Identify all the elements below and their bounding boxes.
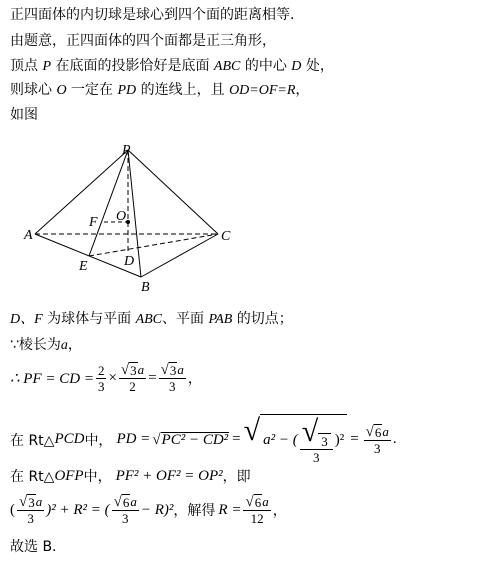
label-E: E	[79, 259, 88, 274]
numerator: √ 6 a	[113, 494, 137, 510]
numerator: √ 3	[300, 415, 333, 450]
text: 中，	[83, 469, 112, 485]
radicand	[260, 414, 347, 465]
equation-ofp	[10, 466, 251, 486]
text: R =	[218, 501, 242, 518]
radicand: 3	[130, 363, 137, 378]
denominator: 12	[250, 511, 264, 526]
var-OFP: OFP	[54, 467, 84, 484]
denominator: 3	[312, 450, 320, 465]
text: 的连线上，且	[136, 82, 230, 98]
var-a: a	[137, 362, 145, 377]
text: 、平面	[162, 311, 209, 327]
text: ，	[295, 82, 310, 98]
label-F: F	[89, 215, 98, 230]
var-a: a	[130, 494, 137, 509]
denominator: 3	[122, 511, 129, 526]
text: 一定在	[66, 82, 118, 98]
text: 在底面的投影恰好是底面	[51, 58, 214, 74]
numerator: √ 6 a	[245, 494, 269, 510]
denominator: 3	[27, 511, 34, 526]
radicand: 6	[254, 495, 262, 510]
var-PAB: PAB	[208, 312, 233, 327]
numerator: √ 3 a	[19, 494, 43, 510]
numerator: √ 3 a	[160, 362, 184, 378]
label-C: C	[221, 229, 231, 244]
text: 的中心	[240, 58, 292, 74]
text: (	[10, 501, 15, 518]
text: 在 Rt△	[10, 432, 55, 449]
var-PD: PD	[117, 83, 137, 98]
label-D: D	[124, 254, 135, 269]
fraction	[243, 494, 270, 526]
fraction	[364, 424, 391, 456]
sqrt: √ PC² − CD²	[152, 431, 229, 448]
denominator: 2	[129, 379, 136, 394]
text: )² + R² = (	[46, 501, 110, 518]
fraction	[300, 415, 333, 465]
var-a: a	[60, 338, 68, 353]
center-O-dot	[126, 220, 130, 224]
fraction	[159, 362, 186, 394]
fraction	[119, 362, 146, 394]
line-PE	[89, 150, 128, 256]
equals-sign: =	[350, 431, 359, 447]
label-A: A	[24, 228, 33, 243]
fraction	[112, 494, 139, 526]
text: ，	[272, 503, 287, 519]
fraction	[17, 494, 44, 526]
equals-sign: =	[232, 431, 241, 447]
big-sqrt: √ a² − ( √ 3 3 )²	[244, 414, 348, 465]
text: .	[392, 431, 397, 447]
text: − R)²	[140, 501, 174, 518]
intro-line-3	[10, 57, 334, 76]
solution-line-1	[10, 310, 293, 329]
equation-solve-r	[10, 494, 287, 526]
var-PCD: PCD	[54, 431, 85, 447]
var-a: a	[35, 494, 43, 509]
var-a: a	[177, 362, 184, 377]
edge-PA	[35, 150, 128, 234]
edge-PC	[128, 150, 218, 234]
var-O: O	[56, 83, 67, 98]
intro-line-1: 正四面体的内切球是球心到四个面的距离相等.	[10, 7, 295, 23]
intro-line-4	[10, 81, 309, 100]
var-D-F: D、F	[10, 312, 43, 327]
numerator: 2	[97, 362, 105, 378]
radicand: 6	[122, 495, 130, 510]
intro-line-2: 由题意，正四面体的四个面都是正三角形，	[10, 33, 276, 49]
var-a: a	[262, 494, 269, 509]
text: ∵棱长为	[10, 337, 61, 353]
var-a: a	[382, 423, 389, 439]
numerator: √ 3 a	[120, 362, 145, 378]
var-ABC: ABC	[135, 312, 163, 327]
text: 处，	[301, 58, 334, 74]
equation-pf-cd	[10, 362, 202, 394]
equals-sign: =	[148, 369, 157, 386]
equation: OD=OF=R	[229, 83, 296, 98]
numerator: √ 6 a	[365, 423, 389, 440]
text: ，	[67, 337, 82, 353]
text: 为球体与平面	[42, 311, 136, 327]
equation: PF² + OF² = OP²	[115, 467, 223, 484]
denominator: 3	[97, 378, 105, 394]
times-sign: ×	[108, 369, 117, 386]
text: 的切点；	[232, 311, 293, 327]
radicand: 3	[28, 495, 35, 510]
text: PD =	[116, 431, 151, 447]
tetrahedron-figure	[0, 135, 260, 295]
var-P: P	[42, 59, 52, 74]
text: ∴ PF = CD =	[10, 370, 94, 387]
var-D: D	[291, 59, 302, 74]
text: 顶点	[10, 58, 43, 74]
radicand: 6	[374, 424, 382, 440]
label-P: P	[122, 143, 131, 158]
denominator: 3	[374, 440, 381, 456]
solution-line-2	[10, 336, 82, 355]
text: ，解得	[173, 503, 216, 519]
label-O: O	[116, 209, 127, 224]
text: a² − (	[263, 431, 298, 448]
answer-line: 故选 B.	[10, 539, 57, 555]
radicand: 3	[318, 433, 331, 449]
text: 中，	[84, 432, 113, 449]
text: 则球心	[10, 82, 57, 98]
text: )²	[334, 431, 345, 448]
fraction	[96, 363, 107, 394]
text: ，即	[222, 469, 251, 485]
radicand: PC² − CD²	[161, 431, 229, 448]
text: ，	[187, 371, 202, 387]
denominator: 3	[168, 379, 176, 394]
text: 在 Rt△	[10, 469, 55, 485]
intro-line-5: 如图	[10, 107, 38, 123]
radicand: 3	[169, 363, 177, 378]
label-B: B	[141, 280, 150, 295]
equation-pd	[10, 414, 397, 465]
var-ABC: ABC	[213, 59, 241, 74]
